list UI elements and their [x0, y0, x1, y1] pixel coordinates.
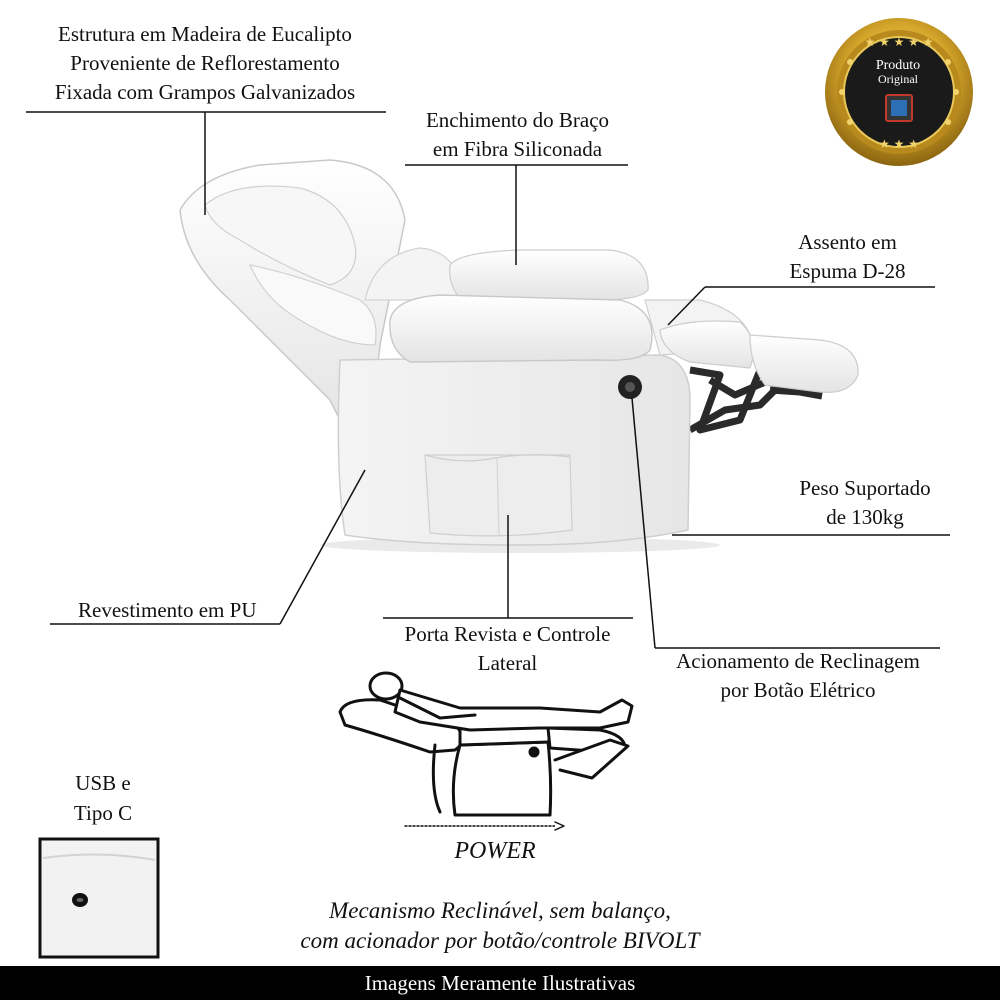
weight-capacity-label [780, 474, 950, 532]
usb-label-line2: Tipo C [73, 801, 133, 825]
cover-label [78, 596, 256, 625]
seat-foam-label-line2: Espuma D-28 [789, 259, 906, 283]
usb-port-icon [40, 839, 158, 957]
arm-filling-label [400, 106, 635, 164]
pocket-label-line1: Porta Revista e Controle [404, 622, 611, 646]
usb-label-line1: USB e [75, 771, 131, 795]
arm-filling-label-line2: em Fibra Siliconada [432, 137, 603, 161]
structure-label-line3: Fixada com Grampos Galvanizados [54, 80, 356, 104]
recline-button-label-line2: por Botão Elétrico [720, 678, 876, 702]
mechanism-tagline-line1: Mecanismo Reclinável, sem balanço, [329, 898, 671, 923]
structure-label [20, 20, 390, 107]
weight-capacity-label-line1: Peso Suportado [799, 476, 931, 500]
mechanism-tagline-line2: com acionador por botão/controle BIVOLT [300, 928, 700, 953]
structure-label-line1: Estrutura em Madeira de Eucalipto [58, 22, 352, 46]
svg-text:★ ★ ★: ★ ★ ★ [879, 137, 919, 151]
seal-text-line2: Original [878, 72, 918, 86]
pocket-label-line2: Lateral [477, 651, 538, 675]
svg-text:★ ★ ★ ★ ★: ★ ★ ★ ★ ★ [864, 35, 934, 49]
reclining-person-icon [340, 673, 632, 830]
weight-capacity-label-line2: de 130kg [826, 505, 904, 529]
recliner-chair-image [180, 160, 858, 553]
footer-bar [0, 966, 1000, 1000]
usb-label [58, 768, 148, 828]
seal-text [858, 58, 938, 86]
seal-text-line1: Produto [875, 58, 921, 73]
arm-filling-label-line1: Enchimento do Braço [425, 108, 610, 132]
recline-button-label [652, 647, 944, 705]
seat-foam-label [760, 228, 935, 286]
recline-button-label-line1: Acionamento de Reclinagem [676, 649, 920, 673]
structure-label-line2: Proveniente de Reflorestamento [70, 51, 340, 75]
cover-label-text: Revestimento em PU [78, 598, 257, 622]
pocket-label [380, 620, 635, 678]
mechanism-name: POWER [454, 838, 536, 864]
original-product-seal [825, 18, 973, 166]
mechanism-tagline [220, 896, 780, 956]
seat-foam-label-line1: Assento em [798, 230, 897, 254]
footer-disclaimer: Imagens Meramente Ilustrativas [364, 971, 636, 995]
